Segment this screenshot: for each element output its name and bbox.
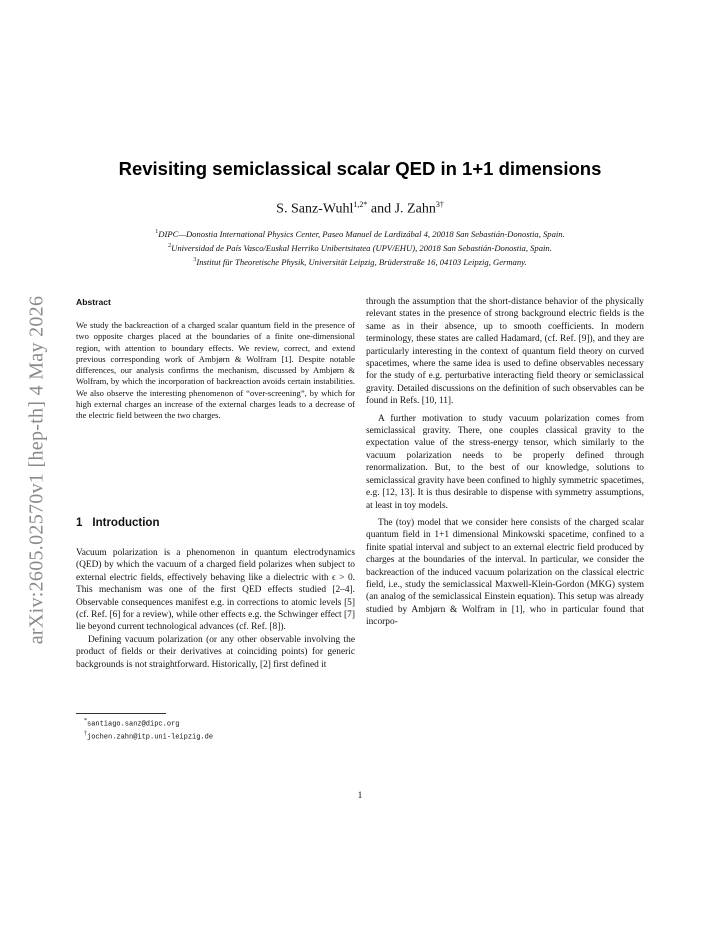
- arxiv-stamp-text: arXiv:2605.02570v1 [hep-th] 4 May 2026: [25, 295, 48, 645]
- affiliation-3: [0, 254, 720, 268]
- left-column-text: [76, 547, 355, 671]
- affiliation-3-text: Institut für Theoretische Physik, Universität Leipzig, Brüderstraße 16, 04103 Leipzig, Germany.: [196, 256, 527, 267]
- footnote-2-mark: †: [84, 731, 87, 738]
- paragraph: The (toy) model that we consider here consists of the charged scalar quantum field in 1+1 dimensional Minkowski spacetime, confined to a finite spatial interval and subject to an external electric field produced by charges at the boundaries of the interval. In particular, we consider the backreaction of the induced vacuum polarization on the classical electric field, i.e., study the semiclassical Maxwell-Klein-Gordon (MKG) system (an analog of the semiclassical Einstein equation). This setup was already studied by Ambjørn & Wolfram in [1], who in particular found that incorpo-: [366, 517, 644, 628]
- paragraph: Vacuum polarization is a phenomenon in quantum electrodynamics (QED) by which the vacuum of a charged field polarizes when subject to external electric fields, effectively behaving like a dielectric with ϵ > 0. This mechanism was one of the first QED effects studied [2–4]. Observable consequences manifest e.g. in corrections to atomic levels [5] (cf. Ref. [6] for a review), while other effects e.g. the Schwinger effect [7] lie beyond current technological advances (cf. Ref. [8]).: [76, 548, 355, 633]
- footnote-2: [84, 729, 213, 742]
- right-column-text: [366, 296, 644, 629]
- affiliation-1: [0, 226, 720, 240]
- arxiv-stamp: [17, 260, 57, 680]
- author-2-affil-mark: 3†: [435, 200, 444, 209]
- paragraph: Defining vacuum polarization (or any other observable involving the product of fields or their derivatives at coinciding points) for generic backgrounds is not straightforward. Historically, [2] first defined it: [76, 634, 355, 670]
- paragraph: A further motivation to study vacuum polarization comes from semiclassical gravity. There, one couples classical gravity to the expectation value of the stress-energy tensor, which similarly to the vacuum polarization needs to be properly defined through renormalization. But, to the best of our knowledge, solutions to semiclassical gravity have been confined to highly symmetric spacetimes, e.g. [12, 13]. It is thus desirable to dispense with symmetry assumptions, at least in toy models.: [366, 413, 644, 511]
- page-number: 1: [357, 791, 363, 801]
- paper-title: Revisiting semiclassical scalar QED in 1+1 dimensions: [118, 158, 602, 179]
- footnote-1: [84, 716, 213, 729]
- affiliation-2-text: Universidad de País Vasco/Euskal Herriko Unibertsitatea (UPV/EHU), 20018 San Sebastián-Donostia, Spain.: [171, 242, 552, 253]
- affiliation-1-text: DIPC—Donostia International Physics Center, Paseo Manuel de Lardizábal 4, 20018 San Sebastián-Donostia, Spain.: [158, 228, 565, 239]
- section-number: 1: [76, 517, 83, 529]
- footnote-rule: [76, 713, 166, 714]
- footnote-1-email: santiago.sanz@dipc.org: [87, 720, 180, 729]
- affiliation-2-num: 2: [168, 242, 172, 249]
- abstract-body: We study the backreaction of a charged scalar quantum field in the presence of two opposite charges placed at the boundaries of a finite one-dimensional region, with attention to boundary effects. We review, correct, and extend previous corresponding work of Ambjørn & Wolfram [1]. Despite notable differences, our analysis confirms the mechanism, discussed by Ambjørn & Wolfram, by which the incorporation of backreaction avoids certain instabilities. We also observe the interesting phenomenon of “over-screening”, by which for high external charges an increase of the external charges leads to a decrease of the electric field between the two charges.: [76, 320, 355, 421]
- paragraph: through the assumption that the short-distance behavior of the physically relevant states in the presence of strong background electric fields is the same as in their absence, up to smooth coefficients. In modern terminology, these states are called Hadamard, (cf. Ref. [9]), and they are particularly interesting in the context of quantum field theory on curved spacetimes, where the same idea is used to define observables necessary for the study of e.g. perturbative interacting field theory or semiclassical gravity. Detailed discussions on the definition of such observables can be found in Refs. [10, 11].: [366, 297, 644, 407]
- footnote-2-email: jochen.zahn@itp.uni-leipzig.de: [87, 733, 214, 742]
- section-heading-introduction: [76, 517, 159, 529]
- affiliations: [0, 226, 720, 268]
- affiliation-1-num: 1: [155, 229, 159, 235]
- author-conjunction: and J. Zahn: [370, 201, 436, 217]
- abstract-heading: Abstract: [76, 297, 111, 307]
- section-title: Introduction: [92, 517, 160, 529]
- affiliation-3-num: 3: [193, 256, 197, 263]
- author-line: [0, 200, 720, 218]
- affiliation-2: [0, 240, 720, 254]
- footnote-1-mark: *: [84, 718, 87, 724]
- author-1-affil-mark: 1,2*: [353, 200, 368, 209]
- footnotes: [84, 716, 213, 743]
- author-1: S. Sanz-Wuhl: [276, 201, 354, 217]
